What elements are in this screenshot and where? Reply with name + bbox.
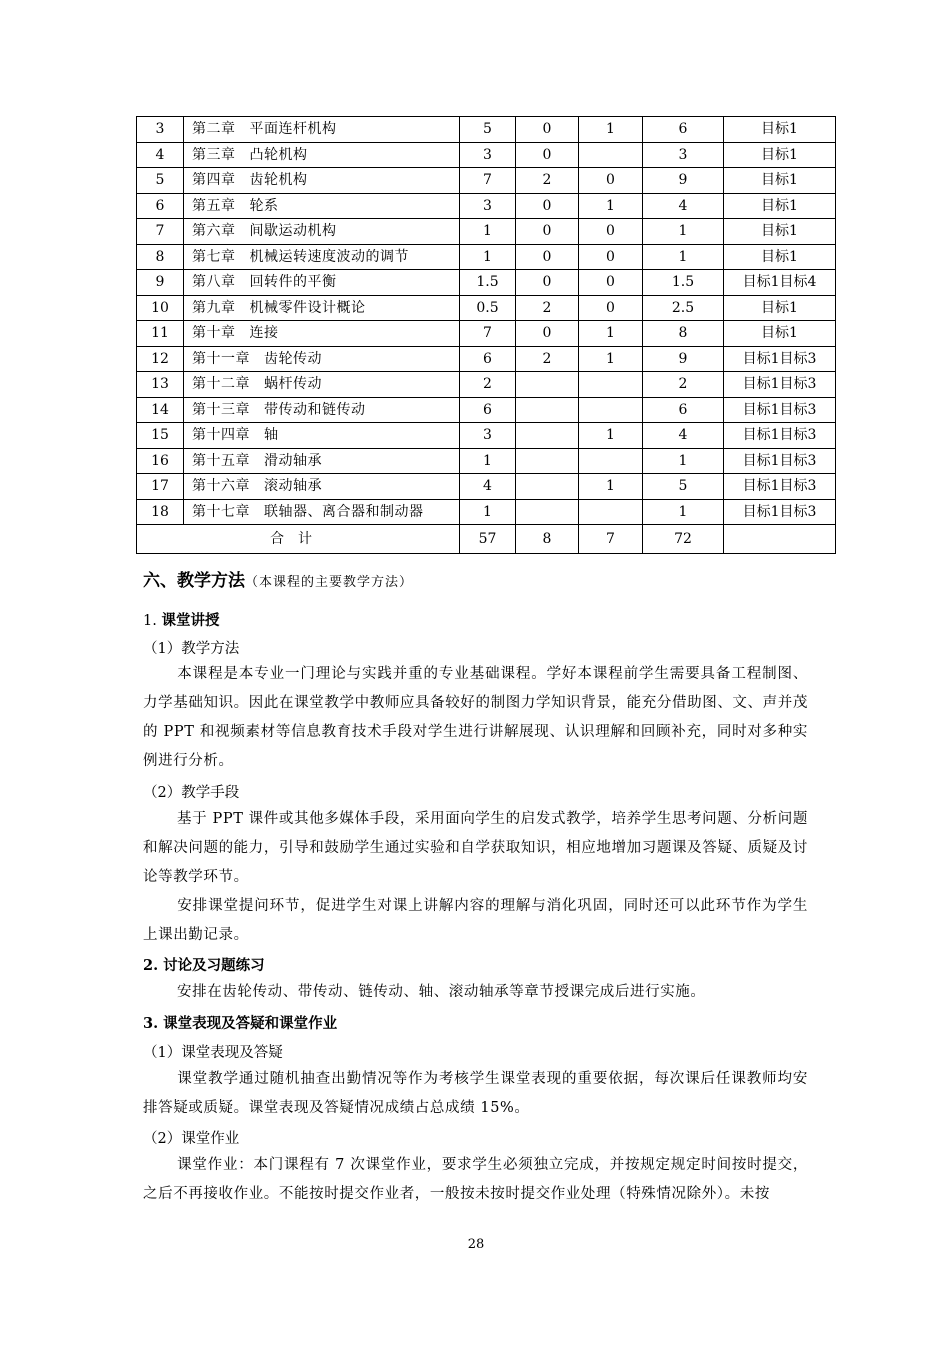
chapter-number: 第六章 — [192, 223, 236, 240]
goal-total-cell — [724, 525, 836, 554]
goal-cell: 目标1目标3 — [724, 448, 836, 474]
paragraph-discussion-text: 安排在齿轮传动、带传动、链传动、轴、滚动轴承等章节授课完成后进行实施。 — [177, 984, 706, 1000]
hours-total-cell: 1.5 — [643, 270, 724, 296]
hours-col2-cell: 0 — [516, 219, 579, 245]
chapter-number: 第四章 — [192, 172, 236, 189]
row-number-cell: 18 — [137, 499, 184, 525]
chapter-title: 滑动轴承 — [264, 452, 322, 469]
hours-col1-cell: 3 — [460, 142, 516, 168]
chapter-number: 第八章 — [192, 274, 236, 291]
chapter-cell — [184, 270, 460, 296]
hours-col3-cell — [579, 142, 643, 168]
goal-cell: 目标1目标3 — [724, 346, 836, 372]
hours-col3-total: 7 — [579, 525, 643, 554]
hours-col1-cell: 3 — [460, 423, 516, 449]
table-row — [137, 117, 836, 143]
paragraph-discussion — [143, 978, 808, 1007]
course-hours-table — [136, 116, 836, 554]
hours-col2-cell: 0 — [516, 193, 579, 219]
goal-cell: 目标1目标3 — [724, 474, 836, 500]
chapter-number: 第十三章 — [192, 401, 250, 418]
hours-col2-cell: 0 — [516, 321, 579, 347]
heading-2: 2. 讨论及习题练习 — [143, 957, 265, 974]
table-row — [137, 346, 836, 372]
table-row — [137, 321, 836, 347]
heading-1-text: 课堂讲授 — [161, 612, 220, 629]
hours-col2-cell: 0 — [516, 117, 579, 143]
table-row — [137, 193, 836, 219]
chapter-number: 第三章 — [192, 146, 236, 163]
chapter-number: 第十六章 — [192, 478, 250, 495]
paragraph-teaching-method-text: 本课程是本专业一门理论与实践并重的专业基础课程。学好本课程前学生需要具备工程制图、力学基础知识。因此在课堂教学中教师应具备较好的制图力学知识背景，能充分借助图、文、声并茂的 PPT 和视频素材等信息教育技术手段对学生进行讲解展现、认识理解和回顾补充，同时对多种实例进行分析。 — [143, 666, 808, 769]
row-number-cell: 13 — [137, 372, 184, 398]
hours-col1-cell: 6 — [460, 346, 516, 372]
hours-total-cell: 6 — [643, 117, 724, 143]
hours-total-cell: 4 — [643, 423, 724, 449]
chapter-number: 第五章 — [192, 197, 236, 214]
hours-col3-cell — [579, 372, 643, 398]
hours-total-cell: 1 — [643, 448, 724, 474]
hours-col3-cell: 0 — [579, 295, 643, 321]
hours-col1-cell: 1.5 — [460, 270, 516, 296]
hours-total-cell: 4 — [643, 193, 724, 219]
hours-total-cell: 2.5 — [643, 295, 724, 321]
goal-cell: 目标1 — [724, 219, 836, 245]
hours-col2-cell: 0 — [516, 244, 579, 270]
hours-col2-cell — [516, 372, 579, 398]
row-number-cell: 12 — [137, 346, 184, 372]
chapter-number: 第七章 — [192, 248, 236, 265]
page-number: 28 — [467, 1237, 485, 1252]
table-row — [137, 423, 836, 449]
goal-cell: 目标1 — [724, 117, 836, 143]
paragraph-questioning-text: 安排课堂提问环节，促进学生对课上讲解内容的理解与消化巩固，同时还可以此环节作为学生上课出勤记录。 — [143, 898, 808, 943]
chapter-title: 蜗杆传动 — [264, 376, 322, 393]
chapter-title: 机械零件设计概论 — [249, 299, 366, 316]
chapter-title: 机械运转速度波动的调节 — [249, 248, 409, 265]
hours-total-cell: 8 — [643, 321, 724, 347]
hours-col3-cell: 1 — [579, 423, 643, 449]
table-row — [137, 397, 836, 423]
hours-total-cell: 1 — [643, 499, 724, 525]
chapter-cell — [184, 244, 460, 270]
table-row — [137, 142, 836, 168]
heading-1 — [143, 609, 219, 630]
section-title — [143, 566, 413, 591]
hours-col3-cell: 1 — [579, 474, 643, 500]
hours-col1-cell: 1 — [460, 219, 516, 245]
table-row — [137, 448, 836, 474]
hours-total-cell: 9 — [643, 168, 724, 194]
chapter-cell — [184, 168, 460, 194]
paragraph-teaching-means — [143, 805, 808, 892]
section-title-text: 六、教学方法 — [143, 571, 245, 591]
hours-col2-cell: 0 — [516, 270, 579, 296]
chapter-number: 第九章 — [192, 299, 236, 316]
hours-col2-total: 8 — [516, 525, 579, 554]
hours-col1-cell: 0.5 — [460, 295, 516, 321]
chapter-cell — [184, 499, 460, 525]
chapter-number: 第十四章 — [192, 427, 250, 444]
hours-col2-cell: 2 — [516, 346, 579, 372]
goal-cell: 目标1目标4 — [724, 270, 836, 296]
hours-total-cell: 1 — [643, 244, 724, 270]
hours-total-cell: 9 — [643, 346, 724, 372]
chapter-title: 联轴器、离合器和制动器 — [264, 503, 424, 520]
hours-col2-cell — [516, 397, 579, 423]
hours-col1-cell: 6 — [460, 397, 516, 423]
goal-cell: 目标1目标3 — [724, 423, 836, 449]
goal-cell: 目标1目标3 — [724, 499, 836, 525]
hours-col1-cell: 1 — [460, 448, 516, 474]
chapter-title: 齿轮传动 — [264, 350, 322, 367]
row-number-cell: 6 — [137, 193, 184, 219]
hours-col3-cell — [579, 448, 643, 474]
row-number-cell: 16 — [137, 448, 184, 474]
chapter-number: 第十七章 — [192, 503, 250, 520]
chapter-cell — [184, 372, 460, 398]
chapter-title: 凸轮机构 — [249, 146, 308, 163]
goal-cell: 目标1 — [724, 142, 836, 168]
hours-col3-cell: 1 — [579, 117, 643, 143]
hours-col1-cell: 5 — [460, 117, 516, 143]
row-number-cell: 15 — [137, 423, 184, 449]
hours-col1-cell: 4 — [460, 474, 516, 500]
hours-col1-cell: 3 — [460, 193, 516, 219]
goal-cell: 目标1 — [724, 193, 836, 219]
hours-col3-cell — [579, 397, 643, 423]
table-row — [137, 270, 836, 296]
chapter-title: 轴 — [264, 427, 279, 444]
hours-col1-cell: 2 — [460, 372, 516, 398]
chapter-cell — [184, 193, 460, 219]
paragraph-teaching-method — [143, 660, 808, 776]
chapter-title: 间歇运动机构 — [249, 223, 337, 240]
chapter-cell — [184, 295, 460, 321]
hours-grand-total: 72 — [643, 525, 724, 554]
hours-col3-cell: 0 — [579, 244, 643, 270]
heading-3: 3. 课堂表现及答疑和课堂作业 — [143, 1015, 338, 1032]
chapter-cell — [184, 142, 460, 168]
chapter-number: 第二章 — [192, 121, 236, 138]
hours-total-cell: 5 — [643, 474, 724, 500]
row-number-cell: 5 — [137, 168, 184, 194]
table-body — [137, 117, 836, 554]
goal-cell: 目标1目标3 — [724, 397, 836, 423]
hours-col3-cell: 1 — [579, 346, 643, 372]
goal-cell: 目标1 — [724, 321, 836, 347]
row-number-cell: 10 — [137, 295, 184, 321]
table-row — [137, 295, 836, 321]
paragraph-homework — [143, 1151, 808, 1209]
chapter-number: 第十二章 — [192, 376, 250, 393]
subheading-teaching-method: （1）教学方法 — [143, 641, 240, 657]
hours-col3-cell: 0 — [579, 168, 643, 194]
hours-col2-cell: 2 — [516, 295, 579, 321]
hours-total-cell: 2 — [643, 372, 724, 398]
chapter-cell — [184, 346, 460, 372]
chapter-title: 轮系 — [249, 197, 279, 214]
table-row — [137, 499, 836, 525]
table-row — [137, 372, 836, 398]
paragraph-class-performance — [143, 1065, 808, 1123]
chapter-title: 平面连杆机构 — [249, 121, 337, 138]
paragraph-questioning — [143, 892, 808, 950]
hours-col2-cell — [516, 474, 579, 500]
paragraph-homework-text: 课堂作业：本门课程有 7 次课堂作业，要求学生必须独立完成，并按规定规定时间按时提交，之后不再接收作业。不能按时提交作业者，一般按未按时提交作业处理（特殊情况除外）。未按 — [143, 1157, 808, 1202]
chapter-title: 回转件的平衡 — [249, 274, 337, 291]
subheading-homework: （2）课堂作业 — [143, 1131, 240, 1147]
subheading-teaching-means: （2）教学手段 — [143, 785, 240, 801]
subheading-class-performance: （1）课堂表现及答疑 — [143, 1045, 283, 1061]
chapter-title: 齿轮机构 — [249, 172, 308, 189]
row-number-cell: 3 — [137, 117, 184, 143]
hours-col3-cell — [579, 499, 643, 525]
hours-total-cell: 3 — [643, 142, 724, 168]
row-number-cell: 7 — [137, 219, 184, 245]
chapter-cell — [184, 321, 460, 347]
goal-cell: 目标1 — [724, 244, 836, 270]
hours-col2-cell — [516, 448, 579, 474]
hours-col1-total: 57 — [460, 525, 516, 554]
hours-col1-cell: 7 — [460, 168, 516, 194]
section-title-note: （本课程的主要教学方法） — [245, 575, 414, 590]
row-number-cell: 14 — [137, 397, 184, 423]
chapter-title: 滚动轴承 — [264, 478, 322, 495]
chapter-number: 第十章 — [192, 325, 236, 342]
hours-col2-cell: 0 — [516, 142, 579, 168]
goal-cell: 目标1目标3 — [724, 372, 836, 398]
table-row — [137, 244, 836, 270]
hours-col1-cell: 1 — [460, 244, 516, 270]
table-row — [137, 168, 836, 194]
total-label-cell: 合计 — [137, 525, 460, 554]
chapter-number: 第十一章 — [192, 350, 250, 367]
row-number-cell: 8 — [137, 244, 184, 270]
chapter-title: 带传动和链传动 — [264, 401, 366, 418]
hours-col2-cell: 2 — [516, 168, 579, 194]
heading-1-number: 1. — [143, 613, 157, 629]
hours-col2-cell — [516, 423, 579, 449]
hours-col2-cell — [516, 499, 579, 525]
chapter-cell — [184, 397, 460, 423]
chapter-number: 第十五章 — [192, 452, 250, 469]
hours-col1-cell: 7 — [460, 321, 516, 347]
chapter-title: 连接 — [249, 325, 279, 342]
goal-cell: 目标1 — [724, 168, 836, 194]
row-number-cell: 9 — [137, 270, 184, 296]
hours-col3-cell: 1 — [579, 193, 643, 219]
hours-total-cell: 1 — [643, 219, 724, 245]
chapter-cell — [184, 448, 460, 474]
hours-col1-cell: 1 — [460, 499, 516, 525]
table-row — [137, 219, 836, 245]
hours-col3-cell: 0 — [579, 270, 643, 296]
chapter-cell — [184, 219, 460, 245]
chapter-cell — [184, 117, 460, 143]
row-number-cell: 11 — [137, 321, 184, 347]
paragraph-class-performance-text: 课堂教学通过随机抽查出勤情况等作为考核学生课堂表现的重要依据，每次课后任课教师均安排答疑或质疑。课堂表现及答疑情况成绩占总成绩 15%。 — [143, 1071, 808, 1116]
row-number-cell: 17 — [137, 474, 184, 500]
row-number-cell: 4 — [137, 142, 184, 168]
table-total-row — [137, 525, 836, 554]
goal-cell: 目标1 — [724, 295, 836, 321]
table-row — [137, 474, 836, 500]
hours-col3-cell: 0 — [579, 219, 643, 245]
paragraph-teaching-means-text: 基于 PPT 课件或其他多媒体手段，采用面向学生的启发式教学，培养学生思考问题、分析问题和解决问题的能力，引导和鼓励学生通过实验和自学获取知识，相应地增加习题课及答疑、质疑及讨论等教学环节。 — [143, 811, 808, 885]
hours-total-cell: 6 — [643, 397, 724, 423]
chapter-cell — [184, 423, 460, 449]
hours-col3-cell: 1 — [579, 321, 643, 347]
chapter-cell — [184, 474, 460, 500]
